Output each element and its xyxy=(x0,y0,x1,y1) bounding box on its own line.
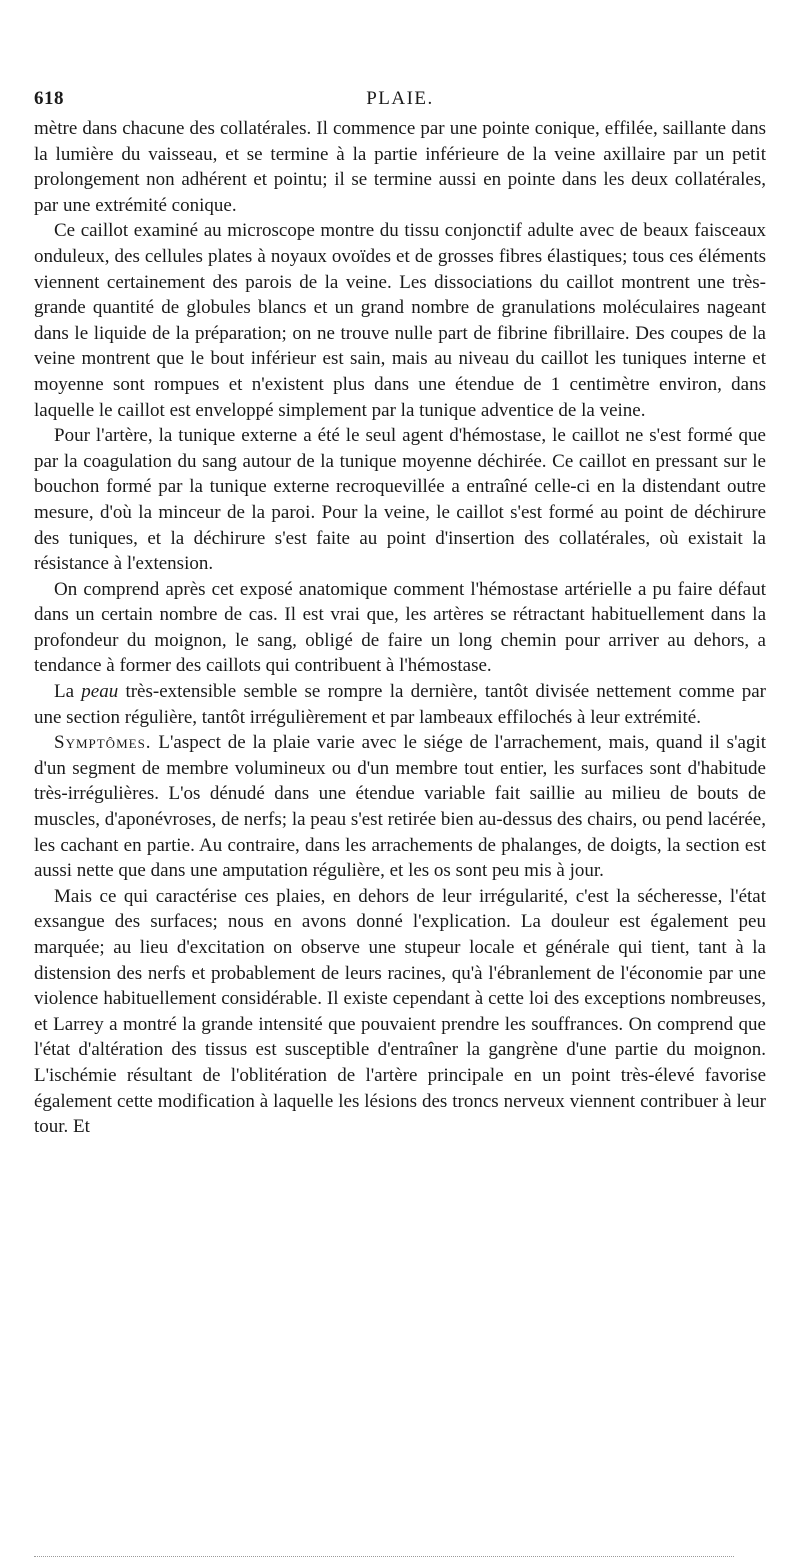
peau-after: très-extensible semble se rompre la dernière, tantôt divisée nettement comme par une section régulière, tantôt irrégulièrement et par lambeaux effilochés à leur extrémité. xyxy=(34,681,766,728)
paragraph-artere: Pour l'artère, la tunique externe a été le seul agent d'hémostase, le caillot ne s'est formé que par la coagulation du sang autour de la tunique moyenne déchirée. Ce caillot en pressant sur le bouchon formé par la tunique externe recroquevillée a entraîné celle-ci en la distendant outre mesure, d'où la minceur de la paroi. Pour la veine, le caillot s'est formé au point de déchirure des tuniques, et la déchirure s'est faite au point d'insertion des collatérales, où existait la résistance à l'extension. xyxy=(34,425,766,575)
paragraph-continuation: mètre dans chacune des collatérales. Il commence par une pointe conique, effilée, saillante dans la lumière du vaisseau, et se termine à la partie inférieure de la veine axillaire par un petit prolongement non adhérent et pointu; il se termine aussi en pointe dans les deux collatérales, par une extrémité conique. xyxy=(34,118,766,216)
running-head xyxy=(34,88,766,114)
section-heading-symptomes: Symptômes. xyxy=(54,732,152,754)
symptomes-text: L'aspect de la plaie varie avec le siége de l'arrachement, mais, quand il s'agit d'un segment de membre volumineux ou d'un membre tout entier, les surfaces sont d'habitude très-irrégulières. L'os dénudé dans une étendue variable fait saillie au milieu de bouts de muscles, d'aponévroses, de nerfs; la peau s'est retirée bien au-dessus des chairs, ou pend lacérée, les cachant en partie. Au contraire, dans les arrachements de phalanges, de doigts, la section est aussi nette que dans une amputation régulière, et les os sont peu mis à jour. xyxy=(34,732,766,882)
page-number: 618 xyxy=(34,88,64,109)
paragraph-peau xyxy=(34,679,766,730)
book-page xyxy=(34,88,766,1140)
bottom-dotted-rule xyxy=(34,1556,734,1557)
paragraph-caracterise: Mais ce qui caractérise ces plaies, en dehors de leur irrégularité, c'est la sécheresse, l'état exsangue des surfaces; nous en avons donné l'explication. La douleur est également peu marquée; au lieu d'excitation on observe une stupeur locale et générale qui tient, tant à la distension des nerfs et probablement de leurs racines, qu'à l'ébranlement de l'économie par une violence habituellement considérable. Il existe cependant à cette loi des exceptions nombreuses, et Larrey a montré la grande intensité que pouvaient prendre les souffrances. On comprend que l'état d'altération des tissus est susceptible d'entraîner la gangrène d'une partie du moignon. L'ischémie résultant de l'oblitération de l'artère principale en un point très-élevé favorise également cette modification à laquelle les lésions des troncs nerveux viennent contribuer à leur tour. Et xyxy=(34,885,766,1138)
paragraph-symptomes xyxy=(34,730,766,884)
peau-before: La xyxy=(54,681,82,703)
paragraph-caillot-microscope: Ce caillot examiné au microscope montre du tissu conjonctif adulte avec de beaux faisceaux onduleux, des cellules plates à noyaux ovoïdes et de grosses fibres élastiques; tous ces éléments viennent certainement des parois de la veine. Les dissociations du caillot montrent une très-grande quantité de globules blancs et un grand nombre de granulations moléculaires nageant dans le liquide de la préparation; on ne trouve nulle part de fibrine fibrillaire. Des coupes de la veine montrent que le bout inférieur est sain, mais au niveau du caillot les tuniques interne et moyenne sont rompues et n'existent plus dans une étendue de 1 centimètre environ, dans laquelle le caillot est enveloppé simplement par la tunique adventice de la veine. xyxy=(34,220,766,421)
running-title: PLAIE. xyxy=(366,88,434,109)
body-text xyxy=(34,116,766,1140)
paragraph-hemostase: On comprend après cet exposé anatomique comment l'hémostase artérielle a pu faire défaut dans un certain nombre de cas. Il est vrai que, les artères se rétractant habituellement dans la profondeur du moignon, le sang, obligé de faire un long chemin pour arriver au dehors, a tendance à former des caillots qui contribuent à l'hémostase. xyxy=(34,578,766,677)
peau-emphasis: peau xyxy=(81,681,119,703)
